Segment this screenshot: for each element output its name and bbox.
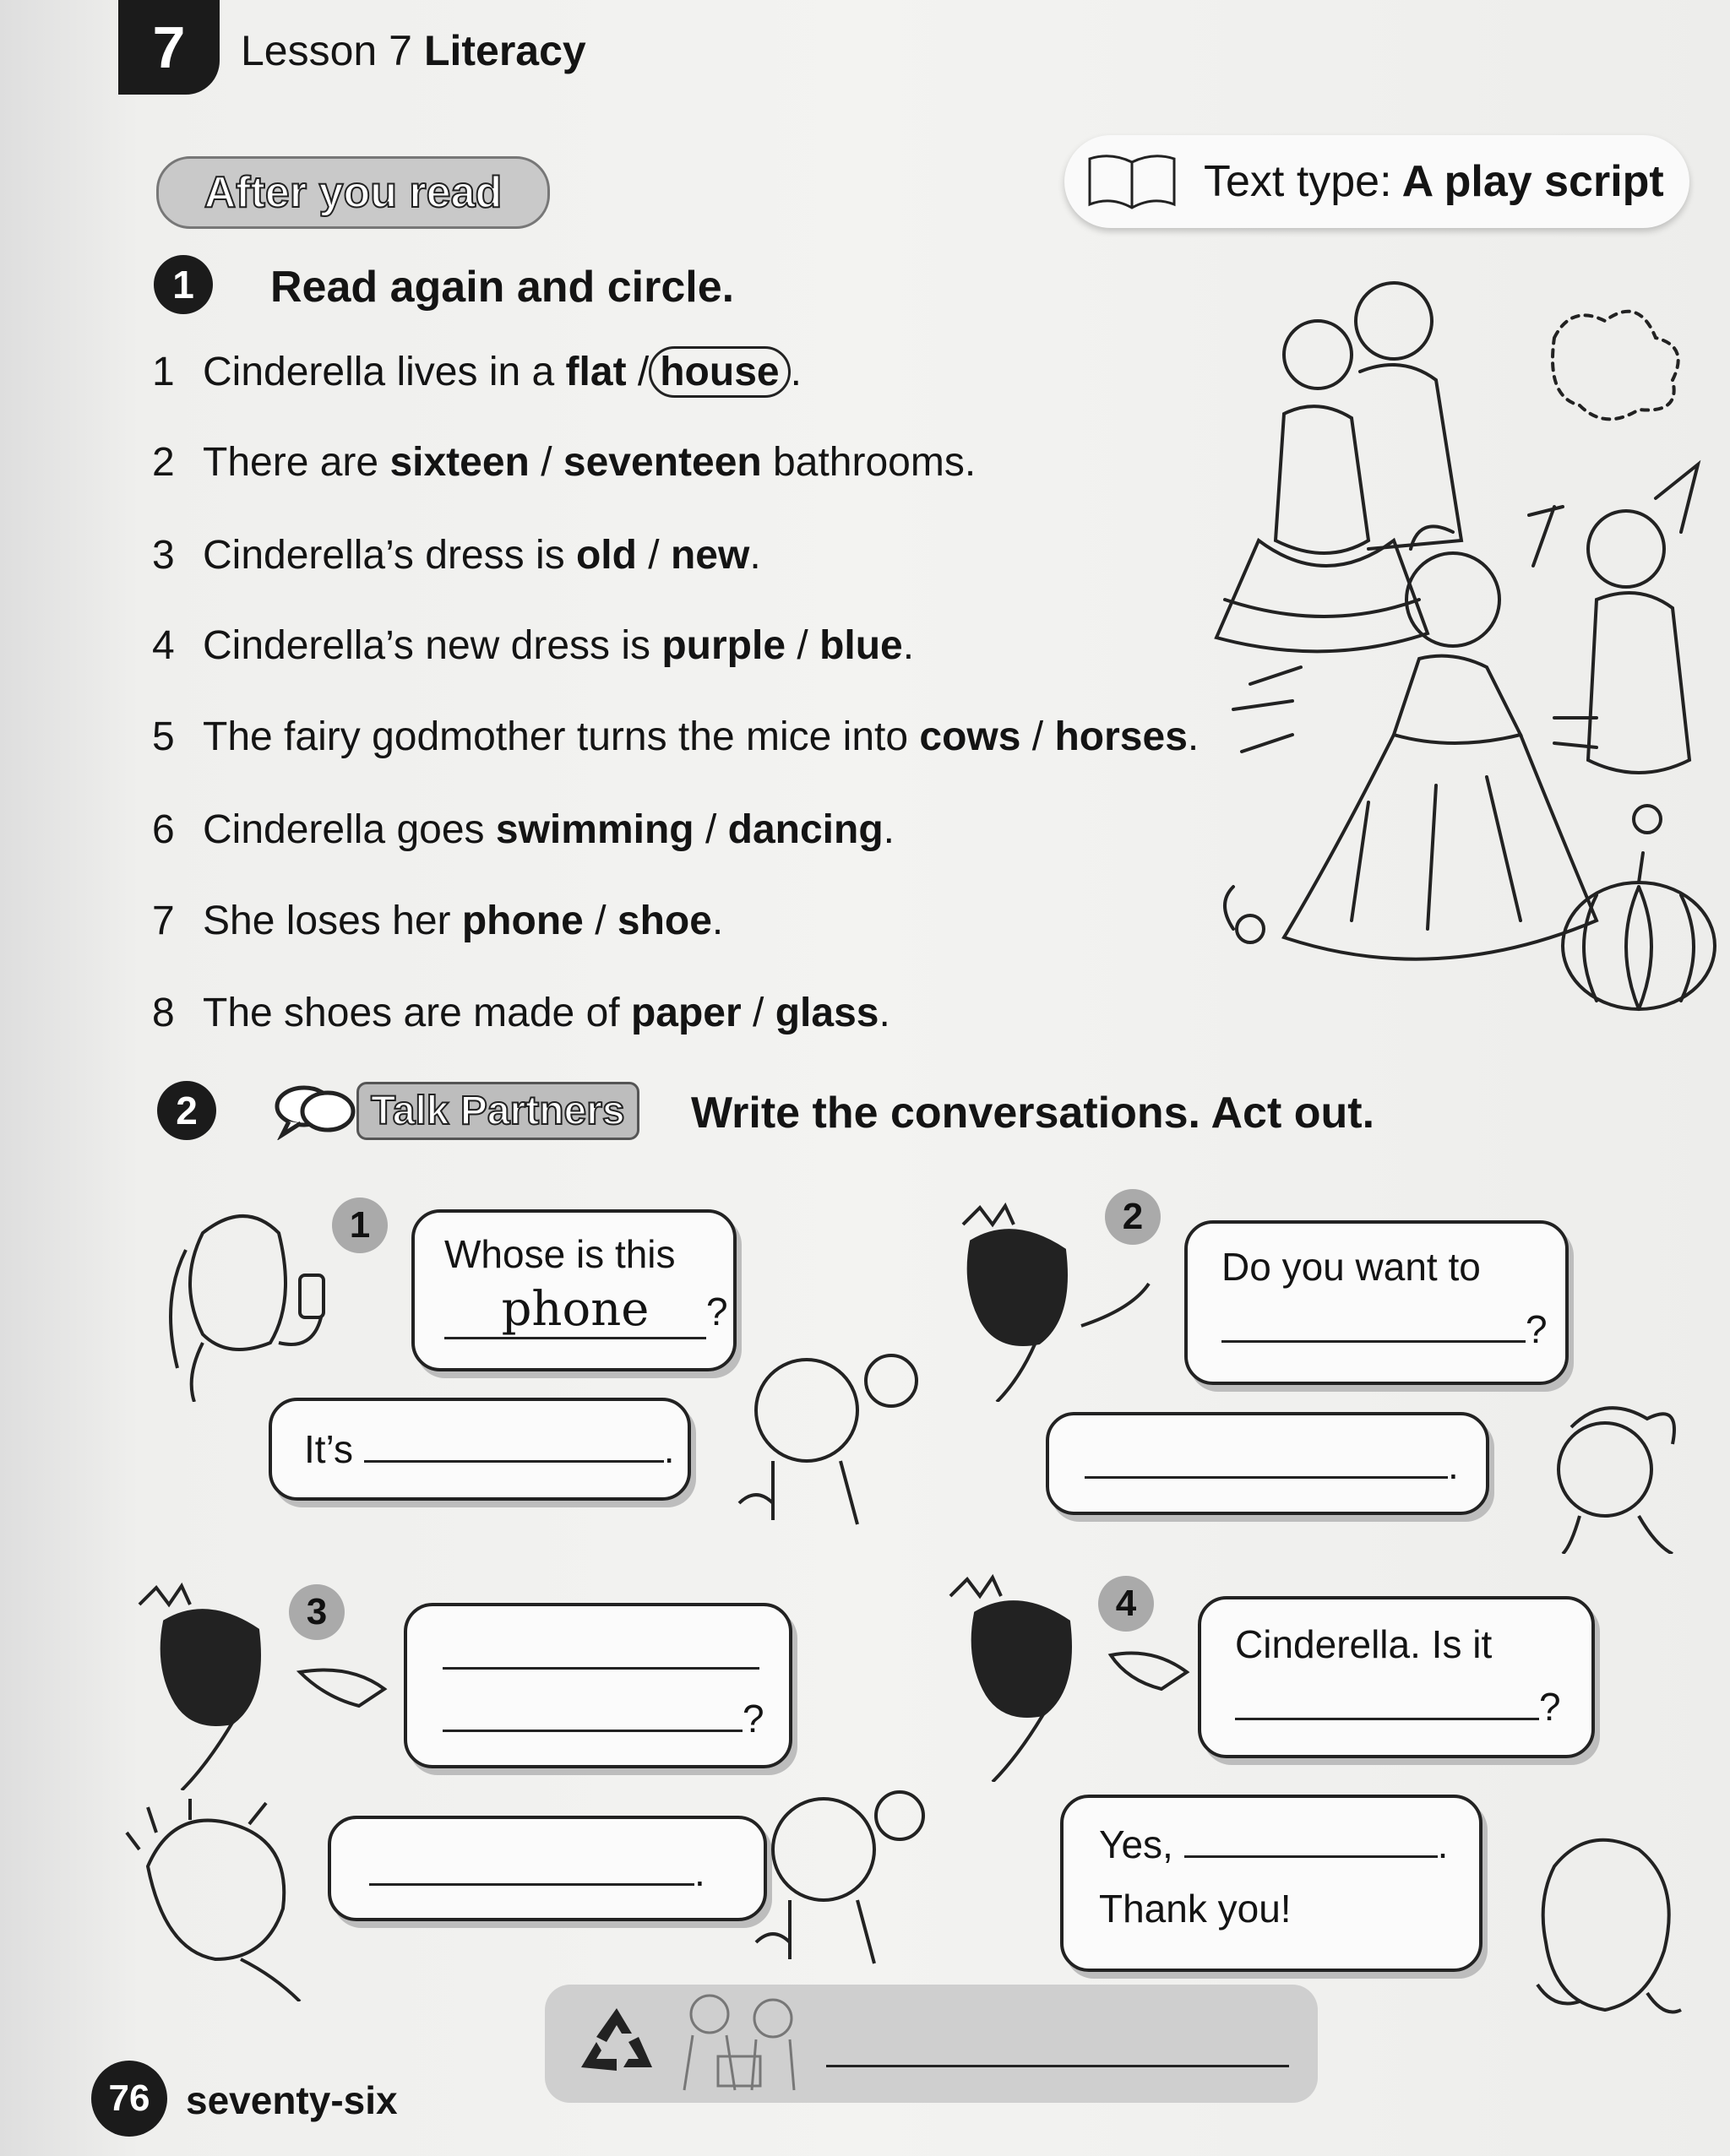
option-a[interactable]: cows: [919, 714, 1021, 759]
stepsister-illustration: [722, 1334, 925, 1533]
speech-bubble-4-reply: Yes, . Thank you!: [1060, 1795, 1482, 1972]
option-a[interactable]: flat: [565, 350, 627, 394]
prince-with-shoe-illustration-2: [942, 1571, 1212, 1782]
talk-partners-label: Talk Partners: [356, 1082, 639, 1140]
talk-partners-badge: [272, 1081, 639, 1140]
answer-field[interactable]: [1221, 1298, 1526, 1343]
list-item: 6 Cinderella goes swimming / dancing .: [152, 807, 895, 852]
speech-bubble-2-reply: .: [1046, 1412, 1489, 1515]
option-a[interactable]: paper: [630, 991, 742, 1035]
cinderella-happy-illustration: [1521, 1816, 1689, 2027]
option-b[interactable]: new: [670, 533, 750, 578]
lesson-topic: Literacy: [423, 27, 586, 74]
exercise-1-number: 1: [154, 255, 213, 314]
page-number-words: seventy-six: [186, 2078, 398, 2122]
answer-field[interactable]: [1184, 1822, 1438, 1858]
panel-1-number: 1: [332, 1197, 388, 1253]
footer-answer-line[interactable]: [826, 2065, 1289, 2067]
stepsister-wild-hair-illustration: [122, 1799, 325, 2001]
cinderella-characters-illustration: [1200, 262, 1723, 1039]
speech-bubble-3-question: ?: [404, 1603, 792, 1768]
list-item: 4 Cinderella’s new dress is purple / blue .: [152, 623, 915, 668]
lesson-label: Lesson 7: [241, 27, 412, 74]
answer-field[interactable]: [1235, 1675, 1539, 1720]
option-b[interactable]: seventeen: [563, 440, 762, 485]
stepsister-bun-illustration: [739, 1773, 933, 1968]
list-item: 3 Cinderella’s dress is old / new .: [152, 533, 761, 578]
text-type-label: Text type:: [1204, 157, 1392, 206]
option-b[interactable]: blue: [819, 623, 903, 668]
option-b[interactable]: dancing: [727, 807, 884, 852]
option-a[interactable]: old: [575, 533, 637, 578]
list-item: 7 She loses her phone / shoe .: [152, 899, 724, 943]
prince-with-shoe-illustration: [131, 1579, 401, 1790]
speech-bubble-2-question: Do you want to ?: [1184, 1220, 1569, 1385]
option-b-circled[interactable]: house: [649, 346, 790, 398]
option-a[interactable]: phone: [461, 899, 584, 943]
list-item: 2 There are sixteen / seventeen bathrooms.: [152, 440, 977, 485]
unit-number: 7: [152, 14, 186, 80]
open-book-icon: [1085, 152, 1178, 211]
panel-4-number: 4: [1098, 1576, 1154, 1632]
option-a[interactable]: swimming: [495, 807, 694, 852]
list-item: 5 The fairy godmother turns the mice into cows / horses .: [152, 714, 1200, 759]
answer-field[interactable]: [364, 1426, 664, 1463]
exercise-2-number: 2: [157, 1081, 216, 1140]
text-type-value: A play script: [1401, 157, 1664, 206]
answer-field[interactable]: [443, 1625, 759, 1670]
girl-with-phone-illustration: [152, 1199, 346, 1402]
speech-bubbles-icon: [272, 1081, 356, 1140]
text-type-box: [1064, 135, 1689, 228]
answer-field[interactable]: [369, 1848, 694, 1886]
option-b[interactable]: glass: [775, 991, 879, 1035]
recycle-icon: [574, 2001, 659, 2086]
unit-number-tab: [118, 0, 220, 95]
section-banner: After you read: [156, 156, 550, 229]
speech-bubble-4-question: Cinderella. Is it ?: [1198, 1596, 1595, 1758]
exercise-2-instruction: Write the conversations. Act out.: [691, 1089, 1375, 1138]
speech-bubble-3-reply: .: [328, 1816, 767, 1921]
speech-bubble-1-reply: It’s .: [269, 1398, 691, 1501]
option-b[interactable]: horses: [1054, 714, 1188, 759]
answer-field[interactable]: [1085, 1441, 1448, 1479]
speech-bubble-1-question: Whose is this phone ?: [411, 1209, 737, 1371]
footer-activity-bar: [545, 1985, 1318, 2103]
exercise-1-instruction: Read again and circle.: [270, 263, 735, 312]
lesson-title: [215, 8, 1001, 93]
answer-field[interactable]: [443, 1687, 743, 1732]
prince-illustration: [946, 1199, 1183, 1402]
page-number-badge: 76: [91, 2061, 167, 2137]
option-a[interactable]: sixteen: [389, 440, 530, 485]
list-item: 8 The shoes are made of paper / glass .: [152, 991, 890, 1035]
panel-3-number: 3: [289, 1584, 345, 1640]
panel-2-number: 2: [1105, 1189, 1161, 1245]
list-item: 1 Cinderella lives in a flat / house .: [152, 346, 802, 398]
cinderella-portrait-illustration: [1537, 1377, 1689, 1554]
option-a[interactable]: purple: [661, 623, 786, 668]
children-recycling-illustration: [667, 1989, 811, 2094]
answer-field-filled[interactable]: phone: [444, 1282, 706, 1339]
option-b[interactable]: shoe: [617, 899, 712, 943]
